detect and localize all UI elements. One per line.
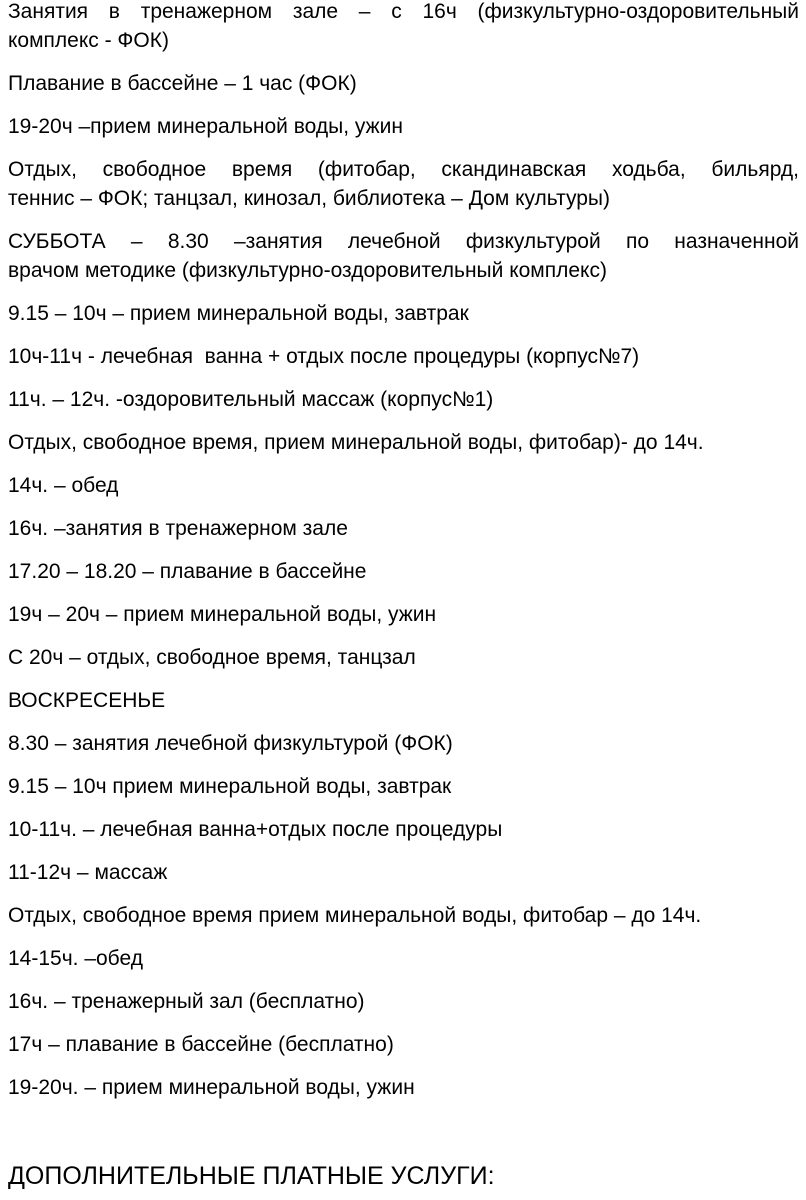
paragraph	[8, 227, 799, 285]
paragraph	[8, 112, 799, 141]
paragraph	[8, 299, 799, 328]
text-line: Плавание в бассейне – 1 час (ФОК)	[8, 72, 357, 95]
text-line: Занятия в тренажерном зале – с 16ч (физкультурно-оздоровительный	[8, 0, 799, 23]
text-line: 16ч. – тренажерный зал (бесплатно)	[8, 990, 365, 1013]
text-line: 8.30 – занятия лечебной физкультурой (ФОК)	[8, 732, 453, 755]
paragraph	[8, 342, 799, 371]
text-line: 11ч. – 12ч. -оздоровительный массаж (корпус№1)	[8, 388, 494, 411]
paragraph	[8, 901, 799, 930]
text-line: СУББОТА – 8.30 –занятия лечебной физкультурой по назначенной	[8, 230, 799, 253]
paragraph	[8, 385, 799, 414]
text-line: 19-20ч. – прием минеральной воды, ужин	[8, 1076, 415, 1099]
paragraph	[8, 428, 799, 457]
text-line: 16ч. –занятия в тренажерном зале	[8, 517, 348, 540]
text-line: 11-12ч – массаж	[8, 861, 168, 884]
text-line: ДОПОЛНИТЕЛЬНЫЕ ПЛАТНЫЕ УСЛУГИ:	[8, 1162, 495, 1190]
paragraph	[8, 815, 799, 844]
text-line: 14ч. – обед	[8, 474, 119, 497]
document-body	[8, 0, 799, 1193]
paragraph	[8, 944, 799, 973]
paragraph	[8, 0, 799, 55]
text-line: 10ч-11ч - лечебная ванна + отдых после процедуры (корпус№7)	[8, 345, 640, 368]
paragraph	[8, 686, 799, 715]
text-line: Отдых, свободное время прием минеральной воды, фитобар – до 14ч.	[8, 904, 702, 927]
paragraph	[8, 69, 799, 98]
paragraph	[8, 600, 799, 629]
text-line: Отдых, свободное время, прием минеральной воды, фитобар)- до 14ч.	[8, 431, 704, 454]
text-line: 17.20 – 18.20 – плавание в бассейне	[8, 560, 367, 583]
text-line: Отдых, свободное время (фитобар, скандинавская ходьба, бильярд,	[8, 158, 799, 181]
text-line: 9.15 – 10ч – прием минеральной воды, завтрак	[8, 302, 469, 325]
text-line: С 20ч – отдых, свободное время, танцзал	[8, 646, 416, 669]
paragraph	[8, 557, 799, 586]
text-line: ВОСКРЕСЕНЬЕ	[8, 689, 166, 712]
text-line: теннис – ФОК; танцзал, кинозал, библиотека – Дом культуры)	[8, 187, 610, 210]
paragraph	[8, 987, 799, 1016]
text-line: 19ч – 20ч – прием минеральной воды, ужин	[8, 603, 437, 626]
paragraph	[8, 729, 799, 758]
paragraph	[8, 1030, 799, 1059]
text-line: 10-11ч. – лечебная ванна+отдых после процедуры	[8, 818, 503, 841]
paragraph	[8, 155, 799, 213]
paragraph	[8, 643, 799, 672]
paragraph	[8, 858, 799, 887]
paragraph	[8, 471, 799, 500]
paragraph	[8, 514, 799, 543]
paragraph	[8, 772, 799, 801]
paragraph	[8, 1073, 799, 1102]
text-line: комплекс - ФОК)	[8, 29, 169, 52]
section-heading	[8, 1159, 799, 1193]
text-line: 17ч – плавание в бассейне (бесплатно)	[8, 1033, 394, 1056]
text-line: 14-15ч. –обед	[8, 947, 143, 970]
text-line: врачом методике (физкультурно-оздоровительный комплекс)	[8, 259, 607, 282]
text-line: 9.15 – 10ч прием минеральной воды, завтрак	[8, 775, 452, 798]
text-line: 19-20ч –прием минеральной воды, ужин	[8, 115, 404, 138]
